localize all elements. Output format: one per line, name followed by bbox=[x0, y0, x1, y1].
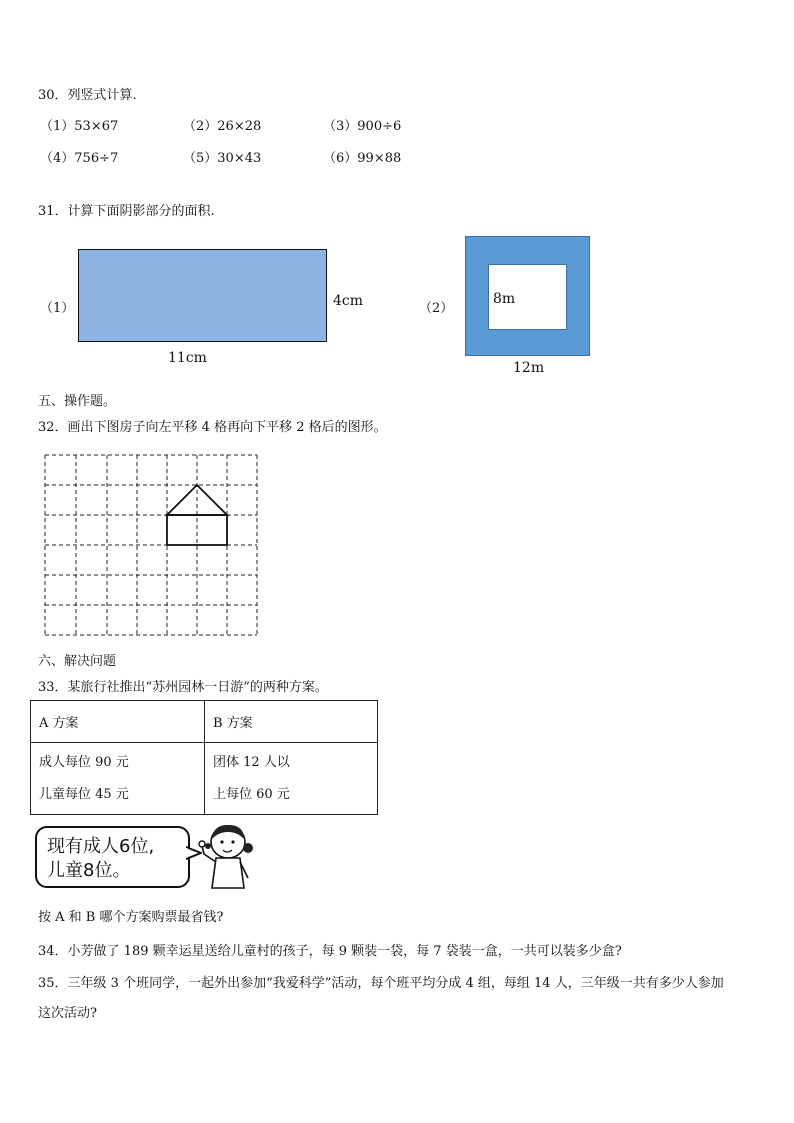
girl-illustration-icon bbox=[196, 820, 256, 892]
q33-question: 按 A 和 B 哪个方案购票最省钱? bbox=[38, 910, 224, 925]
fig1-width-label: 11cm bbox=[168, 350, 207, 366]
q33-title: 33．某旅行社推出“苏州园林一日游”的两种方案。 bbox=[38, 680, 328, 695]
bubble-line-2: 儿童8位。 bbox=[47, 860, 131, 881]
fig1-height-label: 4cm bbox=[333, 293, 364, 309]
fig1-label: （1） bbox=[40, 301, 75, 316]
section-5-heading: 五、操作题。 bbox=[38, 394, 117, 409]
speech-bubble bbox=[35, 826, 190, 888]
q32-title: 32．画出下图房子向左平移 4 格再向下平移 2 格后的图形。 bbox=[38, 420, 387, 435]
plan-b-line-1: 团体 12 人以 bbox=[213, 754, 290, 770]
plan-a-details bbox=[31, 743, 205, 815]
plan-a-child-price: 儿童每位 45 元 bbox=[39, 786, 129, 802]
fig2-label: （2） bbox=[419, 301, 454, 316]
house-grid-figure bbox=[40, 450, 265, 640]
q31-title: 31．计算下面阴影部分的面积. bbox=[38, 204, 215, 219]
q30-item-1: （1）53×67 bbox=[40, 119, 119, 134]
shaded-rectangle bbox=[78, 249, 327, 342]
bubble-line-1: 现有成人6位, bbox=[47, 836, 155, 857]
q30-item-6: （6）99×88 bbox=[323, 151, 402, 166]
q35-text-line-2: 这次活动? bbox=[38, 1006, 97, 1021]
plan-b-details bbox=[205, 743, 378, 815]
q30-title: 30．列竖式计算. bbox=[38, 88, 137, 103]
q30-item-2: （2）26×28 bbox=[183, 119, 262, 134]
section-6-heading: 六、解决问题 bbox=[38, 654, 117, 669]
fig2-inner-label: 8m bbox=[493, 291, 516, 307]
plan-a-header: A 方案 bbox=[31, 701, 205, 743]
plan-b-header: B 方案 bbox=[205, 701, 378, 743]
fig2-outer-label: 12m bbox=[513, 360, 545, 376]
q30-item-4: （4）756÷7 bbox=[40, 151, 119, 166]
q30-item-3: （3）900÷6 bbox=[323, 119, 402, 134]
q34-text: 34．小芳做了 189 颗幸运星送给儿童村的孩子，每 9 颗装一袋，每 7 袋装一盒，一共可以装多少盒? bbox=[38, 944, 622, 959]
plan-table bbox=[30, 700, 378, 815]
q30-item-5: （5）30×43 bbox=[183, 151, 262, 166]
q35-text-line-1: 35．三年级 3 个班同学，一起外出参加“我爱科学”活动，每个班平均分成 4 组，每组 14 人，三年级一共有多少人参加 bbox=[38, 976, 724, 991]
plan-a-adult-price: 成人每位 90 元 bbox=[39, 754, 129, 770]
plan-b-line-2: 上每位 60 元 bbox=[213, 786, 290, 802]
